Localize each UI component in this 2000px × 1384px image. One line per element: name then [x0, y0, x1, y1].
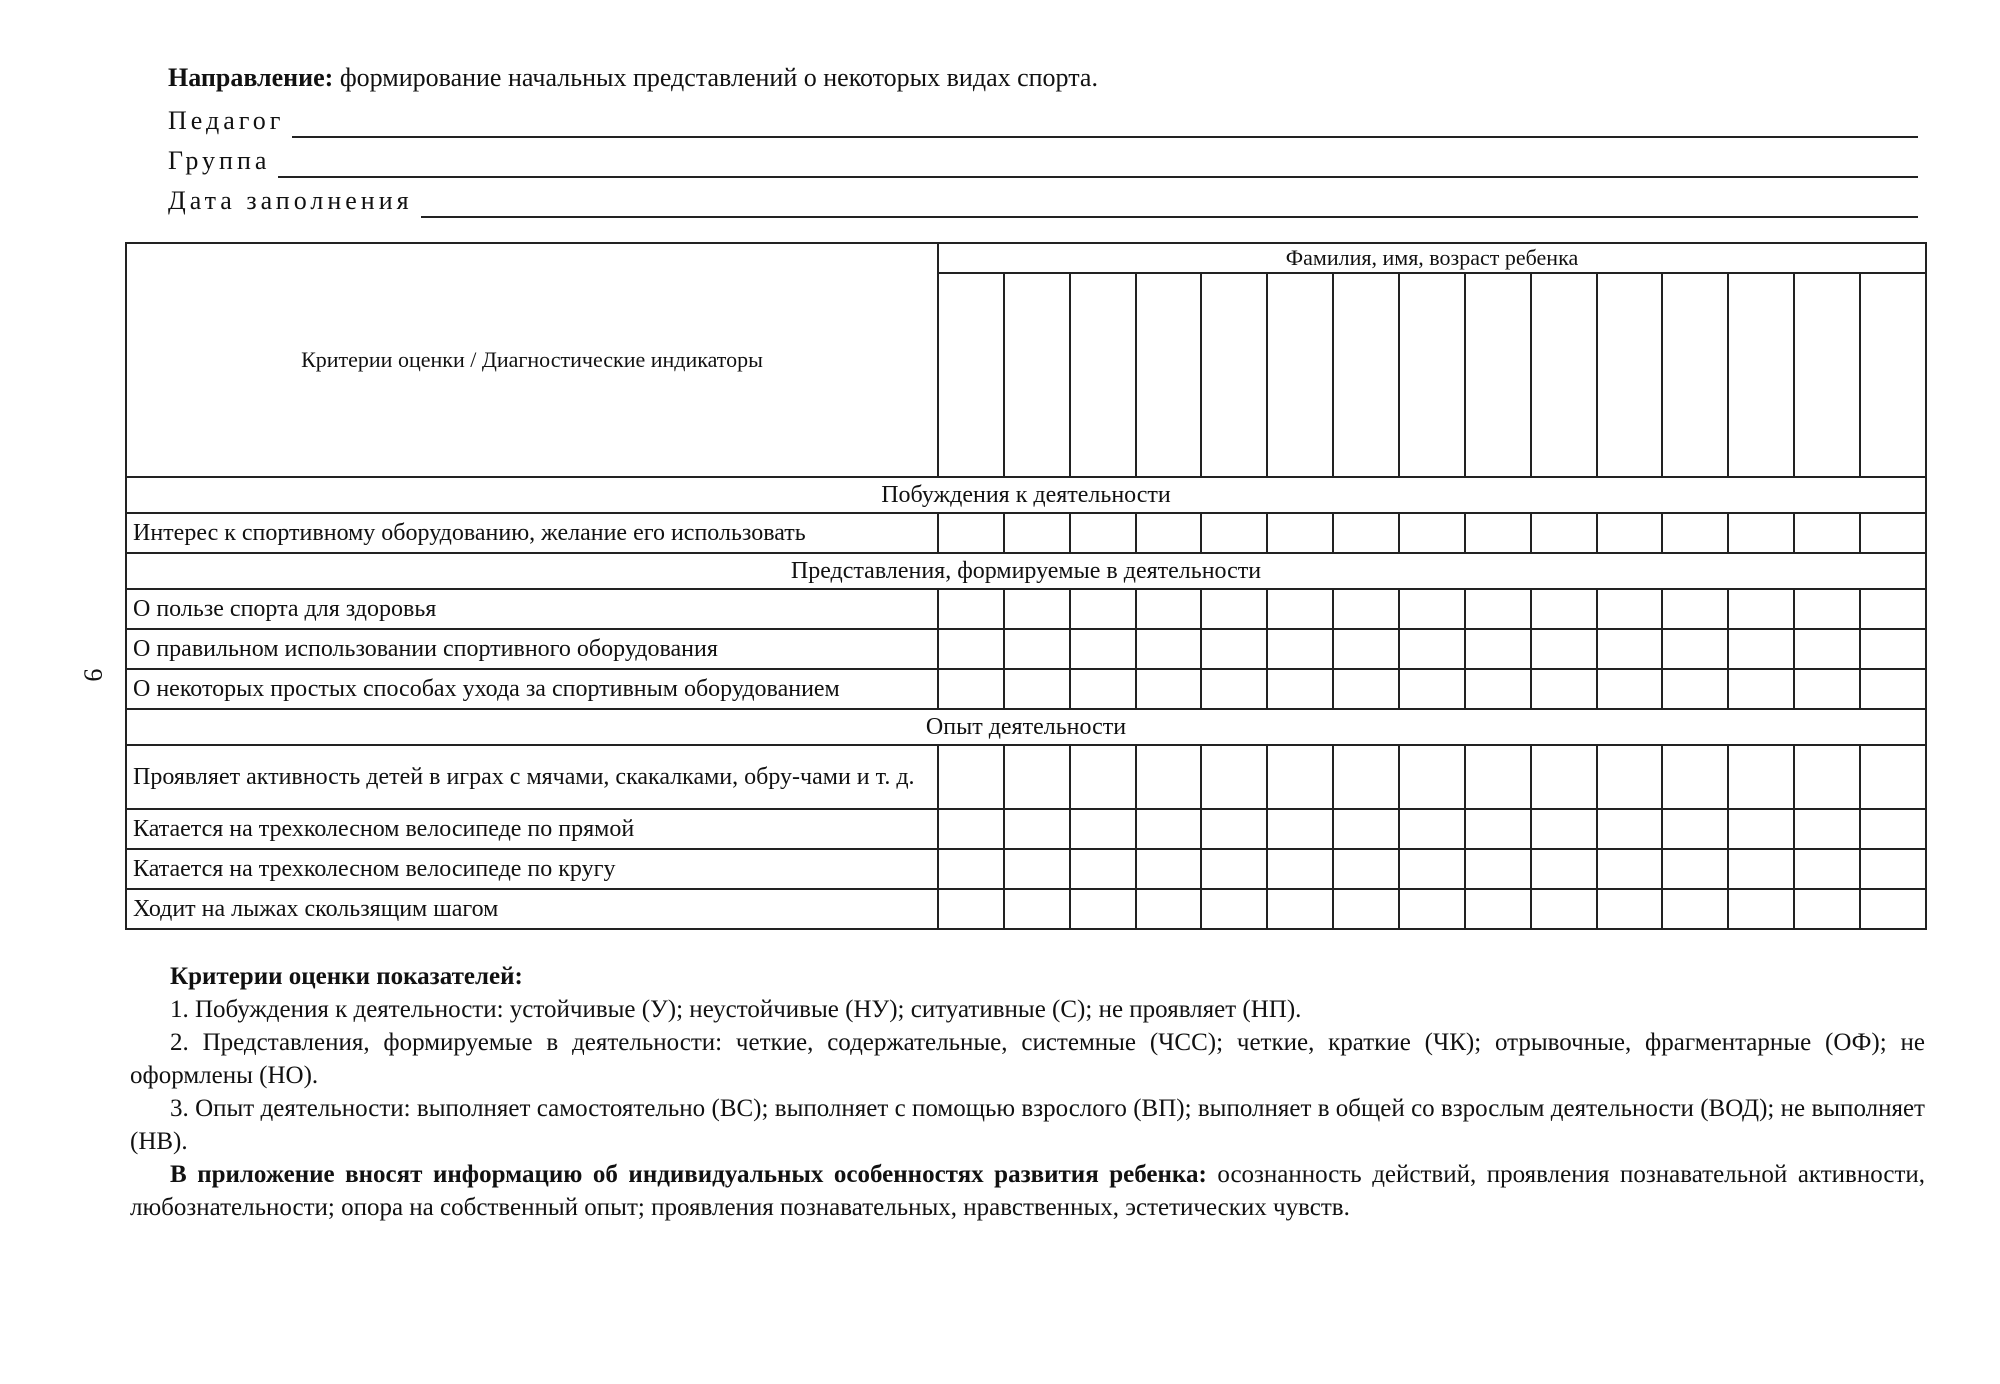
- score-cell[interactable]: [1662, 745, 1728, 809]
- score-cell[interactable]: [938, 889, 1004, 929]
- score-cell[interactable]: [1531, 589, 1597, 629]
- score-cell[interactable]: [1465, 745, 1531, 809]
- score-cell[interactable]: [1662, 629, 1728, 669]
- score-cell[interactable]: [1004, 809, 1070, 849]
- table-header-row: [126, 243, 1926, 273]
- score-cell[interactable]: [1662, 589, 1728, 629]
- child-name-column-13[interactable]: [1728, 273, 1794, 477]
- score-cell[interactable]: [938, 629, 1004, 669]
- score-cell[interactable]: [1662, 809, 1728, 849]
- score-cell[interactable]: [1004, 589, 1070, 629]
- score-cell[interactable]: [1267, 589, 1333, 629]
- score-cell[interactable]: [1597, 669, 1663, 709]
- score-cell[interactable]: [1267, 745, 1333, 809]
- score-cell[interactable]: [1728, 809, 1794, 849]
- score-cell[interactable]: [1333, 629, 1399, 669]
- date-field[interactable]: [168, 178, 1918, 218]
- criteria-item-3: 3. Опыт деятельности: выполняет самостоятельно (ВС); выполняет с помощью взрослого (ВП); выполняет в общей со взрослым деятельности (ВОД); не выполняет (НВ).: [130, 1095, 1925, 1155]
- child-name-column-15[interactable]: [1860, 273, 1926, 477]
- group-blank-line[interactable]: [278, 146, 1918, 178]
- score-cell[interactable]: [1465, 809, 1531, 849]
- indicator-row: [126, 629, 1926, 669]
- score-cell[interactable]: [938, 809, 1004, 849]
- score-cell[interactable]: [1267, 629, 1333, 669]
- score-cell[interactable]: [1004, 669, 1070, 709]
- section-row: [126, 553, 1926, 589]
- child-names-header: Фамилия, имя, возраст ребенка: [938, 243, 1926, 273]
- score-cell[interactable]: [1860, 745, 1926, 809]
- score-cell[interactable]: [1465, 589, 1531, 629]
- diagnostic-table: [125, 242, 1927, 930]
- score-cell[interactable]: [938, 589, 1004, 629]
- score-cell[interactable]: [938, 669, 1004, 709]
- score-cell[interactable]: [1597, 889, 1663, 929]
- indicator-label: Катается на трехколесном велосипеде по прямой: [126, 809, 938, 849]
- appendix-note: [130, 1158, 1925, 1224]
- score-cell[interactable]: [1597, 745, 1663, 809]
- score-cell[interactable]: [1728, 889, 1794, 929]
- date-blank-line[interactable]: [421, 186, 1918, 218]
- score-cell[interactable]: [1860, 629, 1926, 669]
- score-cell[interactable]: [1860, 849, 1926, 889]
- score-cell[interactable]: [1597, 589, 1663, 629]
- criteria-header: Критерии оценки / Диагностические индикаторы: [126, 243, 938, 477]
- score-cell[interactable]: [1070, 809, 1136, 849]
- form-header: [168, 58, 1918, 218]
- appendix-text: осознанность действий, проявления познавательной активности, любознательности; опора на собственный опыт; проявления познавательных, нравственных, эстетических чувств.: [130, 1161, 1925, 1221]
- score-cell[interactable]: [1004, 745, 1070, 809]
- score-cell[interactable]: [1399, 889, 1465, 929]
- score-cell[interactable]: [1201, 809, 1267, 849]
- score-cell[interactable]: [1728, 629, 1794, 669]
- score-cell[interactable]: [1070, 889, 1136, 929]
- score-cell[interactable]: [1333, 745, 1399, 809]
- indicator-row: [126, 513, 1926, 553]
- score-cell[interactable]: [1465, 629, 1531, 669]
- score-cell[interactable]: [1399, 849, 1465, 889]
- score-cell[interactable]: [1267, 889, 1333, 929]
- child-name-column-8[interactable]: [1399, 273, 1465, 477]
- score-cell[interactable]: [1070, 513, 1136, 553]
- child-name-column-14[interactable]: [1794, 273, 1860, 477]
- indicator-label: О пользе спорта для здоровья: [126, 589, 938, 629]
- score-cell[interactable]: [1201, 589, 1267, 629]
- score-cell[interactable]: [1201, 669, 1267, 709]
- page-number: 9: [78, 668, 108, 682]
- score-cell[interactable]: [1531, 629, 1597, 669]
- section-title: Представления, формируемые в деятельности: [126, 553, 1926, 589]
- indicator-label: Ходит на лыжах скользящим шагом: [126, 889, 938, 929]
- score-cell[interactable]: [1267, 513, 1333, 553]
- score-cell[interactable]: [1860, 889, 1926, 929]
- score-cell[interactable]: [1794, 809, 1860, 849]
- child-name-column-6[interactable]: [1267, 273, 1333, 477]
- teacher-blank-line[interactable]: [292, 106, 1918, 138]
- indicator-row: [126, 745, 1926, 809]
- score-cell[interactable]: [1201, 745, 1267, 809]
- score-cell[interactable]: [1333, 889, 1399, 929]
- score-cell[interactable]: [1662, 513, 1728, 553]
- score-cell[interactable]: [1860, 589, 1926, 629]
- teacher-field[interactable]: [168, 98, 1918, 138]
- score-cell[interactable]: [1004, 629, 1070, 669]
- score-cell[interactable]: [1333, 669, 1399, 709]
- score-cell[interactable]: [1860, 809, 1926, 849]
- score-cell[interactable]: [1794, 745, 1860, 809]
- section-row: [126, 477, 1926, 513]
- indicator-row: [126, 669, 1926, 709]
- date-label: Дата заполнения: [168, 186, 413, 215]
- child-name-column-9[interactable]: [1465, 273, 1531, 477]
- child-name-column-2[interactable]: [1004, 273, 1070, 477]
- child-name-column-5[interactable]: [1201, 273, 1267, 477]
- score-cell[interactable]: [1399, 589, 1465, 629]
- score-cell[interactable]: [938, 513, 1004, 553]
- score-cell[interactable]: [938, 849, 1004, 889]
- child-name-column-11[interactable]: [1597, 273, 1663, 477]
- score-cell[interactable]: [1004, 889, 1070, 929]
- direction-line: [168, 58, 1918, 98]
- score-cell[interactable]: [1070, 589, 1136, 629]
- score-cell[interactable]: [1794, 513, 1860, 553]
- group-label: Группа: [168, 146, 271, 175]
- score-cell[interactable]: [1860, 513, 1926, 553]
- score-cell[interactable]: [1597, 849, 1663, 889]
- score-cell[interactable]: [1662, 849, 1728, 889]
- score-cell[interactable]: [1794, 849, 1860, 889]
- score-cell[interactable]: [1465, 669, 1531, 709]
- score-cell[interactable]: [1399, 629, 1465, 669]
- score-cell[interactable]: [1531, 513, 1597, 553]
- score-cell[interactable]: [1531, 669, 1597, 709]
- score-cell[interactable]: [1267, 809, 1333, 849]
- score-cell[interactable]: [1662, 889, 1728, 929]
- indicator-row: [126, 589, 1926, 629]
- indicator-row: [126, 889, 1926, 929]
- score-cell[interactable]: [1136, 889, 1202, 929]
- score-cell[interactable]: [1004, 513, 1070, 553]
- score-cell[interactable]: [1333, 809, 1399, 849]
- score-cell[interactable]: [1399, 669, 1465, 709]
- score-cell[interactable]: [1201, 629, 1267, 669]
- child-name-column-3[interactable]: [1070, 273, 1136, 477]
- indicator-label: Катается на трехколесном велосипеде по кругу: [126, 849, 938, 889]
- score-cell[interactable]: [1070, 669, 1136, 709]
- section-title: Побуждения к деятельности: [126, 477, 1926, 513]
- score-cell[interactable]: [1267, 849, 1333, 889]
- score-cell[interactable]: [1794, 589, 1860, 629]
- score-cell[interactable]: [1070, 745, 1136, 809]
- score-cell[interactable]: [1531, 809, 1597, 849]
- score-cell[interactable]: [1136, 745, 1202, 809]
- child-name-column-1[interactable]: [938, 273, 1004, 477]
- score-cell[interactable]: [1136, 629, 1202, 669]
- score-cell[interactable]: [1794, 629, 1860, 669]
- section-title: Опыт деятельности: [126, 709, 1926, 745]
- group-field[interactable]: [168, 138, 1918, 178]
- indicator-row: [126, 849, 1926, 889]
- score-cell[interactable]: [1201, 849, 1267, 889]
- score-cell[interactable]: [1794, 889, 1860, 929]
- score-cell[interactable]: [1136, 669, 1202, 709]
- score-cell[interactable]: [1597, 629, 1663, 669]
- score-cell[interactable]: [1070, 849, 1136, 889]
- appendix-bold: В приложение вносят информацию об индивидуальных особенностях развития ребенка:: [170, 1161, 1207, 1188]
- direction-label: Направление:: [168, 63, 334, 92]
- indicator-label: О некоторых простых способах ухода за спортивным оборудованием: [126, 669, 938, 709]
- score-cell[interactable]: [1136, 513, 1202, 553]
- score-cell[interactable]: [1333, 513, 1399, 553]
- criteria-item-2: 2. Представления, формируемые в деятельности: четкие, содержательные, системные (ЧСС); четкие, краткие (ЧК); отрывочные, фрагментарные (ОФ); не оформлены (НО).: [130, 1029, 1925, 1089]
- score-cell[interactable]: [1531, 745, 1597, 809]
- score-cell[interactable]: [1728, 513, 1794, 553]
- score-cell[interactable]: [1399, 745, 1465, 809]
- score-cell[interactable]: [1531, 889, 1597, 929]
- score-cell[interactable]: [1267, 669, 1333, 709]
- score-cell[interactable]: [1399, 809, 1465, 849]
- score-cell[interactable]: [1136, 589, 1202, 629]
- score-cell[interactable]: [1333, 849, 1399, 889]
- score-cell[interactable]: [1597, 809, 1663, 849]
- score-cell[interactable]: [1465, 889, 1531, 929]
- child-name-column-12[interactable]: [1662, 273, 1728, 477]
- score-cell[interactable]: [1794, 669, 1860, 709]
- score-cell[interactable]: [1399, 513, 1465, 553]
- section-row: [126, 709, 1926, 745]
- child-name-column-4[interactable]: [1136, 273, 1202, 477]
- score-cell[interactable]: [938, 745, 1004, 809]
- direction-text: формирование начальных представлений о некоторых видах спорта.: [333, 63, 1098, 92]
- score-cell[interactable]: [1201, 513, 1267, 553]
- score-cell[interactable]: [1136, 809, 1202, 849]
- score-cell[interactable]: [1597, 513, 1663, 553]
- indicator-row: [126, 809, 1926, 849]
- criteria-title: Критерии оценки показателей:: [170, 963, 523, 990]
- score-cell[interactable]: [1728, 589, 1794, 629]
- indicator-label: О правильном использовании спортивного оборудования: [126, 629, 938, 669]
- child-name-column-10[interactable]: [1531, 273, 1597, 477]
- teacher-label: Педагог: [168, 106, 285, 135]
- score-cell[interactable]: [1465, 513, 1531, 553]
- criteria-legend: [130, 960, 1925, 1224]
- score-cell[interactable]: [1728, 745, 1794, 809]
- criteria-item-1: 1. Побуждения к деятельности: устойчивые (У); неустойчивые (НУ); ситуативные (С); не проявляет (НП).: [170, 996, 1302, 1023]
- score-cell[interactable]: [1070, 629, 1136, 669]
- score-cell[interactable]: [1531, 849, 1597, 889]
- child-name-column-7[interactable]: [1333, 273, 1399, 477]
- score-cell[interactable]: [1333, 589, 1399, 629]
- score-cell[interactable]: [1201, 889, 1267, 929]
- score-cell[interactable]: [1136, 849, 1202, 889]
- score-cell[interactable]: [1662, 669, 1728, 709]
- indicator-label: Интерес к спортивному оборудованию, желание его использовать: [126, 513, 938, 553]
- score-cell[interactable]: [1728, 669, 1794, 709]
- score-cell[interactable]: [1728, 849, 1794, 889]
- score-cell[interactable]: [1004, 849, 1070, 889]
- score-cell[interactable]: [1860, 669, 1926, 709]
- score-cell[interactable]: [1465, 849, 1531, 889]
- indicator-label: Проявляет активность детей в играх с мячами, скакалками, обру-чами и т. д.: [126, 745, 938, 809]
